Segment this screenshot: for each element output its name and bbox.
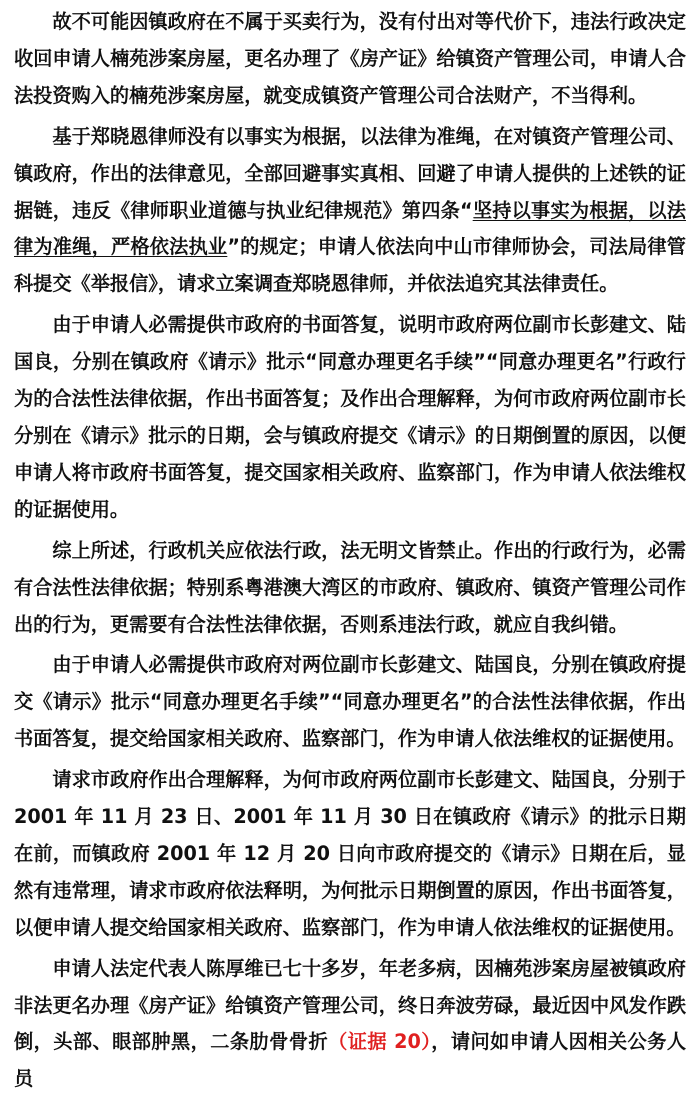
paragraph-6 — [14, 762, 686, 947]
paragraph-3-text: 由于申请人必需提供市政府的书面答复，说明市政府两位副市长彭建文、陆国良，分别在镇政府《请示》批示“同意办理更名手续”“同意办理更名”行政行为的合法性法律依据，作出书面答复；及作出合理解释，为何市政府两位副市长分别在《请示》批示的日期，会与镇政府提交《请示》的日期倒置的原因，以便申请人将市政府书面答复，提交国家相关政府、监察部门，作为申请人依法维权的证据使用。 — [14, 313, 686, 521]
paragraph-7 — [14, 951, 686, 1098]
paragraph-2 — [14, 119, 686, 304]
paragraph-5 — [14, 647, 686, 758]
quoted-regulation-underlined: 坚持以事实为根据，以法律为准绳，严格依法执业 — [14, 198, 686, 259]
paragraph-6-text: 请求市政府作出合理解释，为何市政府两位副市长彭建文、陆国良，分别于2001 年 11 月 23 日、2001 年 11 月 30 日在镇政府《请示》的批示日期在前，而镇政府 2001 年 12 月 20 日向市政府提交的《请示》日期在后，显然有违常理，请求市政府依法释明，为何批示日期倒置的原因，作出书面答复，以便申请人提交给国家相关政府、监察部门，作为申请人依法维权的证据使用。 — [14, 768, 686, 939]
paragraph-2-text-after: ”的规定；申请人依法向中山市律师协会，司法局律管科提交《举报信》，请求立案调查郑晓恩律师，并依法追究其法律责任。 — [14, 235, 686, 296]
paragraph-1-text: 故不可能因镇政府在不属于买卖行为，没有付出对等代价下，违法行政决定收回申请人楠苑涉案房屋，更名办理了《房产证》给镇资产管理公司，申请人合法投资购入的楠苑涉案房屋，就变成镇资产管理公司合法财产，不当得利。 — [14, 10, 686, 107]
paragraph-3 — [14, 307, 686, 528]
paragraph-7-text-after: ，请问如申请人因相关公务人员 — [14, 1030, 687, 1091]
paragraph-7-text-before: 申请人法定代表人陈厚维已七十多岁，年老多病，因楠苑涉案房屋被镇政府非法更名办理《房产证》给镇资产管理公司，终日奔波劳碌，最近因中风发作跌倒，头部、眼部肿黑，二条肋骨骨折 — [14, 956, 686, 1054]
paragraph-1 — [14, 4, 686, 115]
paragraph-5-text: 由于申请人必需提供市政府对两位副市长彭建文、陆国良，分别在镇政府提交《请示》批示“同意办理更名手续”“同意办理更名”的合法性法律依据，作出书面答复，提交给国家相关政府、监察部门，作为申请人依法维权的证据使用。 — [14, 653, 686, 751]
paragraph-2-text-before: 基于郑晓恩律师没有以事实为根据，以法律为准绳，在对镇资产管理公司、镇政府，作出的法律意见，全部回避事实真相、回避了申请人提供的上述铁的证据链，违反《律师职业道德与执业纪律规范》第四条“ — [14, 124, 686, 222]
evidence-reference: （证据 20） — [328, 1030, 432, 1054]
paragraph-4 — [14, 533, 686, 644]
paragraph-4-text: 综上所述，行政机关应依法行政，法无明文皆禁止。作出的行政行为，必需有合法性法律依据；特别系粤港澳大湾区的市政府、镇政府、镇资产管理公司作出的行为，更需要有合法性法律依据，否则系违法行政，就应自我纠错。 — [14, 538, 686, 636]
